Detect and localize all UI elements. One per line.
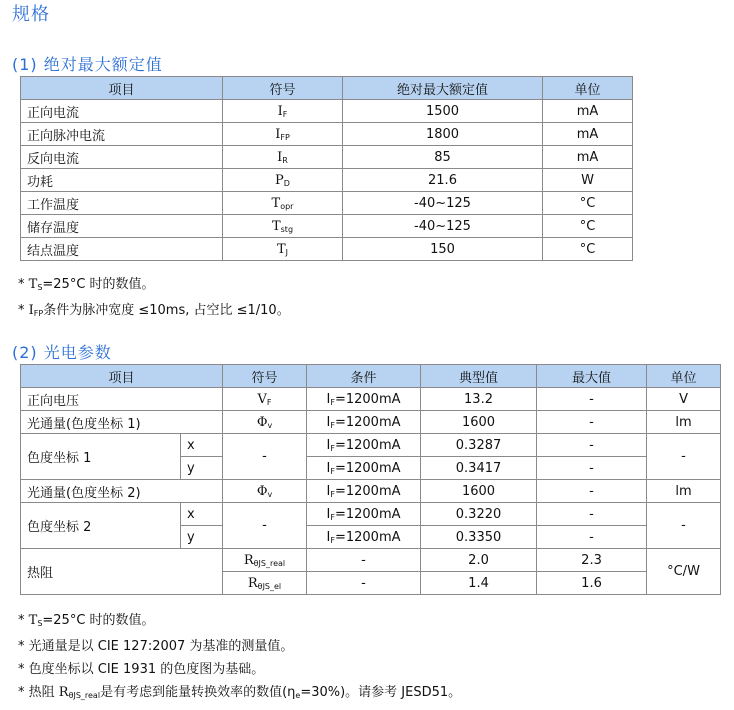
row-condition [307, 526, 421, 549]
note-symbol-sub: S [37, 283, 43, 292]
cond-main: I [326, 483, 331, 499]
header-max: 最大值 [537, 365, 647, 388]
row-typical: 2.0 [421, 549, 537, 572]
note-line: * 光通量是以 CIE 127:2007 为基准的测量值。 [18, 639, 294, 654]
note-text: 是有考虑到能量转换效率的数值( [100, 685, 288, 700]
row-max: - [537, 388, 647, 411]
symbol-sub: F [266, 397, 272, 407]
cond-main: I [326, 460, 331, 476]
row-item: 正向电压 [21, 388, 223, 411]
row-unit: mA [543, 146, 633, 169]
row-item: 光通量(色度坐标 1) [21, 411, 223, 434]
cond-sub: F [330, 535, 335, 545]
note-text: =25°C 时的数值。 [42, 613, 155, 628]
section2-notes [18, 609, 461, 707]
header-symbol: 符号 [223, 365, 307, 388]
header-item: 项目 [21, 365, 223, 388]
electro-optical-table [20, 364, 721, 595]
row-symbol [223, 549, 307, 572]
note-symbol-main: R [58, 685, 69, 700]
header-rating: 绝对最大额定值 [343, 77, 543, 100]
note-text: 条件为脉冲宽度 ≤10ms, 占空比 ≤1/10。 [43, 303, 290, 318]
row-condition: - [307, 572, 421, 595]
row-condition [307, 411, 421, 434]
cond-sub: F [330, 466, 335, 476]
row-unit: lm [647, 411, 721, 434]
symbol-main: Φ [256, 414, 268, 430]
row-symbol: - [223, 434, 307, 480]
table-header-row [21, 77, 633, 100]
row-unit: lm [647, 480, 721, 503]
row-item: 储存温度 [21, 215, 223, 238]
row-typical: 1600 [421, 411, 537, 434]
row-subitem-y: y [181, 457, 223, 480]
row-subitem-y: y [181, 526, 223, 549]
row-item: 结点温度 [21, 238, 223, 261]
symbol-main: T [276, 241, 286, 257]
symbol-sub: F [282, 109, 288, 119]
note-star: * [18, 277, 25, 292]
cond-main: I [326, 391, 331, 407]
cond-sub: F [330, 443, 335, 453]
header-unit: 单位 [543, 77, 633, 100]
row-condition [307, 480, 421, 503]
note-symbol-sub: S [37, 619, 43, 628]
cond-rest: =1200mA [334, 506, 401, 522]
symbol-sub: J [285, 247, 289, 257]
note-symbol-sub: θJS_real [68, 691, 101, 700]
symbol-main: I [277, 149, 283, 165]
cond-sub: F [330, 397, 335, 407]
row-max: - [537, 457, 647, 480]
row-max: - [537, 411, 647, 434]
row-value: 150 [343, 238, 543, 261]
symbol-main: R [243, 552, 254, 568]
row-typical: 0.3287 [421, 434, 537, 457]
note-eta: η [287, 685, 296, 700]
symbol-main: I [277, 103, 283, 119]
symbol-main: R [247, 575, 258, 591]
symbol-sub: θJS_el [257, 581, 282, 591]
note-line: * 色度坐标以 CIE 1931 的色度图为基础。 [18, 662, 265, 677]
table-row [21, 123, 633, 146]
row-max: - [537, 503, 647, 526]
row-symbol [223, 169, 343, 192]
symbol-sub: D [283, 178, 290, 188]
row-symbol [223, 146, 343, 169]
table-row [21, 169, 633, 192]
header-item: 项目 [21, 77, 223, 100]
symbol-sub: R [282, 155, 288, 165]
symbol-main: Φ [256, 483, 268, 499]
symbol-sub: stg [280, 224, 294, 234]
cond-rest: =1200mA [334, 391, 401, 407]
row-item: 反向电流 [21, 146, 223, 169]
row-max: 2.3 [537, 549, 647, 572]
row-typical: 13.2 [421, 388, 537, 411]
row-max: - [537, 480, 647, 503]
note-eta-sub: e [295, 691, 301, 700]
header-typical: 典型值 [421, 365, 537, 388]
row-symbol [223, 100, 343, 123]
cond-main: I [326, 414, 331, 430]
header-symbol: 符号 [223, 77, 343, 100]
section1-notes [18, 273, 290, 325]
row-max: - [537, 434, 647, 457]
row-value: -40~125 [343, 192, 543, 215]
table-row [21, 434, 721, 457]
row-symbol [223, 572, 307, 595]
row-item: 色度坐标 2 [21, 503, 181, 549]
symbol-sub: v [267, 420, 273, 430]
row-unit: °C [543, 215, 633, 238]
table-row [21, 146, 633, 169]
note-symbol-main: T [28, 277, 38, 292]
row-unit: V [647, 388, 721, 411]
symbol-sub: FP [280, 132, 290, 142]
page-title: 规格 [12, 4, 50, 25]
row-typical: 1600 [421, 480, 537, 503]
row-condition [307, 434, 421, 457]
row-item: 热阻 [21, 549, 223, 595]
cond-rest: =1200mA [334, 414, 401, 430]
row-unit: mA [543, 100, 633, 123]
cond-rest: =1200mA [334, 460, 401, 476]
row-symbol [223, 388, 307, 411]
cond-sub: F [330, 420, 335, 430]
table-row [21, 388, 721, 411]
cond-rest: =1200mA [334, 437, 401, 453]
row-subitem-x: x [181, 434, 223, 457]
row-symbol [223, 238, 343, 261]
header-unit: 单位 [647, 365, 721, 388]
row-item: 功耗 [21, 169, 223, 192]
row-value: 21.6 [343, 169, 543, 192]
row-item: 工作温度 [21, 192, 223, 215]
table-row [21, 238, 633, 261]
cond-main: I [326, 506, 331, 522]
row-symbol [223, 480, 307, 503]
row-symbol [223, 192, 343, 215]
table-row [21, 100, 633, 123]
table-row [21, 411, 721, 434]
row-condition [307, 457, 421, 480]
row-value: -40~125 [343, 215, 543, 238]
row-max: 1.6 [537, 572, 647, 595]
row-typical: 0.3350 [421, 526, 537, 549]
cond-main: I [326, 437, 331, 453]
row-typical: 0.3417 [421, 457, 537, 480]
row-value: 85 [343, 146, 543, 169]
symbol-main: V [257, 391, 267, 407]
row-max: - [537, 526, 647, 549]
note-line [18, 609, 461, 635]
note-symbol-main: T [28, 613, 38, 628]
cond-sub: F [330, 512, 335, 522]
row-symbol: - [223, 503, 307, 549]
row-unit: - [647, 503, 721, 549]
table-header-row [21, 365, 721, 388]
row-condition [307, 388, 421, 411]
table-row [21, 503, 721, 526]
note-star: * [18, 613, 25, 628]
row-unit: W [543, 169, 633, 192]
section1-title: (1) 绝对最大额定值 [12, 55, 163, 74]
row-item: 色度坐标 1 [21, 434, 181, 480]
row-typical: 0.3220 [421, 503, 537, 526]
table-row [21, 192, 633, 215]
row-item: 正向脉冲电流 [21, 123, 223, 146]
absolute-max-ratings-table [20, 76, 633, 261]
row-unit: mA [543, 123, 633, 146]
note-star: * [18, 303, 25, 318]
table-row [21, 549, 721, 572]
row-symbol [223, 123, 343, 146]
row-item: 光通量(色度坐标 2) [21, 480, 223, 503]
cond-main: I [326, 529, 331, 545]
row-value: 1800 [343, 123, 543, 146]
note-text: =30%)。请参考 JESD51。 [300, 685, 462, 700]
note-text: =25°C 时的数值。 [42, 277, 155, 292]
note-line [18, 299, 290, 325]
row-unit: °C [543, 192, 633, 215]
symbol-main: T [271, 195, 281, 211]
row-unit: °C [543, 238, 633, 261]
row-value: 1500 [343, 100, 543, 123]
symbol-sub: θJS_real [253, 558, 286, 568]
header-condition: 条件 [307, 365, 421, 388]
symbol-main: T [271, 218, 281, 234]
symbol-sub: v [267, 489, 273, 499]
row-item: 正向电流 [21, 100, 223, 123]
row-condition [307, 503, 421, 526]
symbol-sub: opr [280, 201, 294, 211]
cond-rest: =1200mA [334, 483, 401, 499]
note-symbol-main: I [28, 303, 34, 318]
row-typical: 1.4 [421, 572, 537, 595]
note-symbol-sub: FP [33, 309, 44, 318]
row-unit: - [647, 434, 721, 480]
row-subitem-x: x [181, 503, 223, 526]
row-condition: - [307, 549, 421, 572]
note-text: * 热阻 [18, 685, 59, 700]
note-line [18, 681, 461, 707]
row-unit: °C/W [647, 549, 721, 595]
table-row [21, 215, 633, 238]
symbol-main: P [275, 172, 284, 188]
section2-title: (2) 光电参数 [12, 343, 112, 362]
note-line [18, 273, 290, 299]
row-symbol [223, 215, 343, 238]
row-symbol [223, 411, 307, 434]
cond-rest: =1200mA [334, 529, 401, 545]
table-row [21, 480, 721, 503]
cond-sub: F [330, 489, 335, 499]
symbol-main: I [275, 126, 281, 142]
